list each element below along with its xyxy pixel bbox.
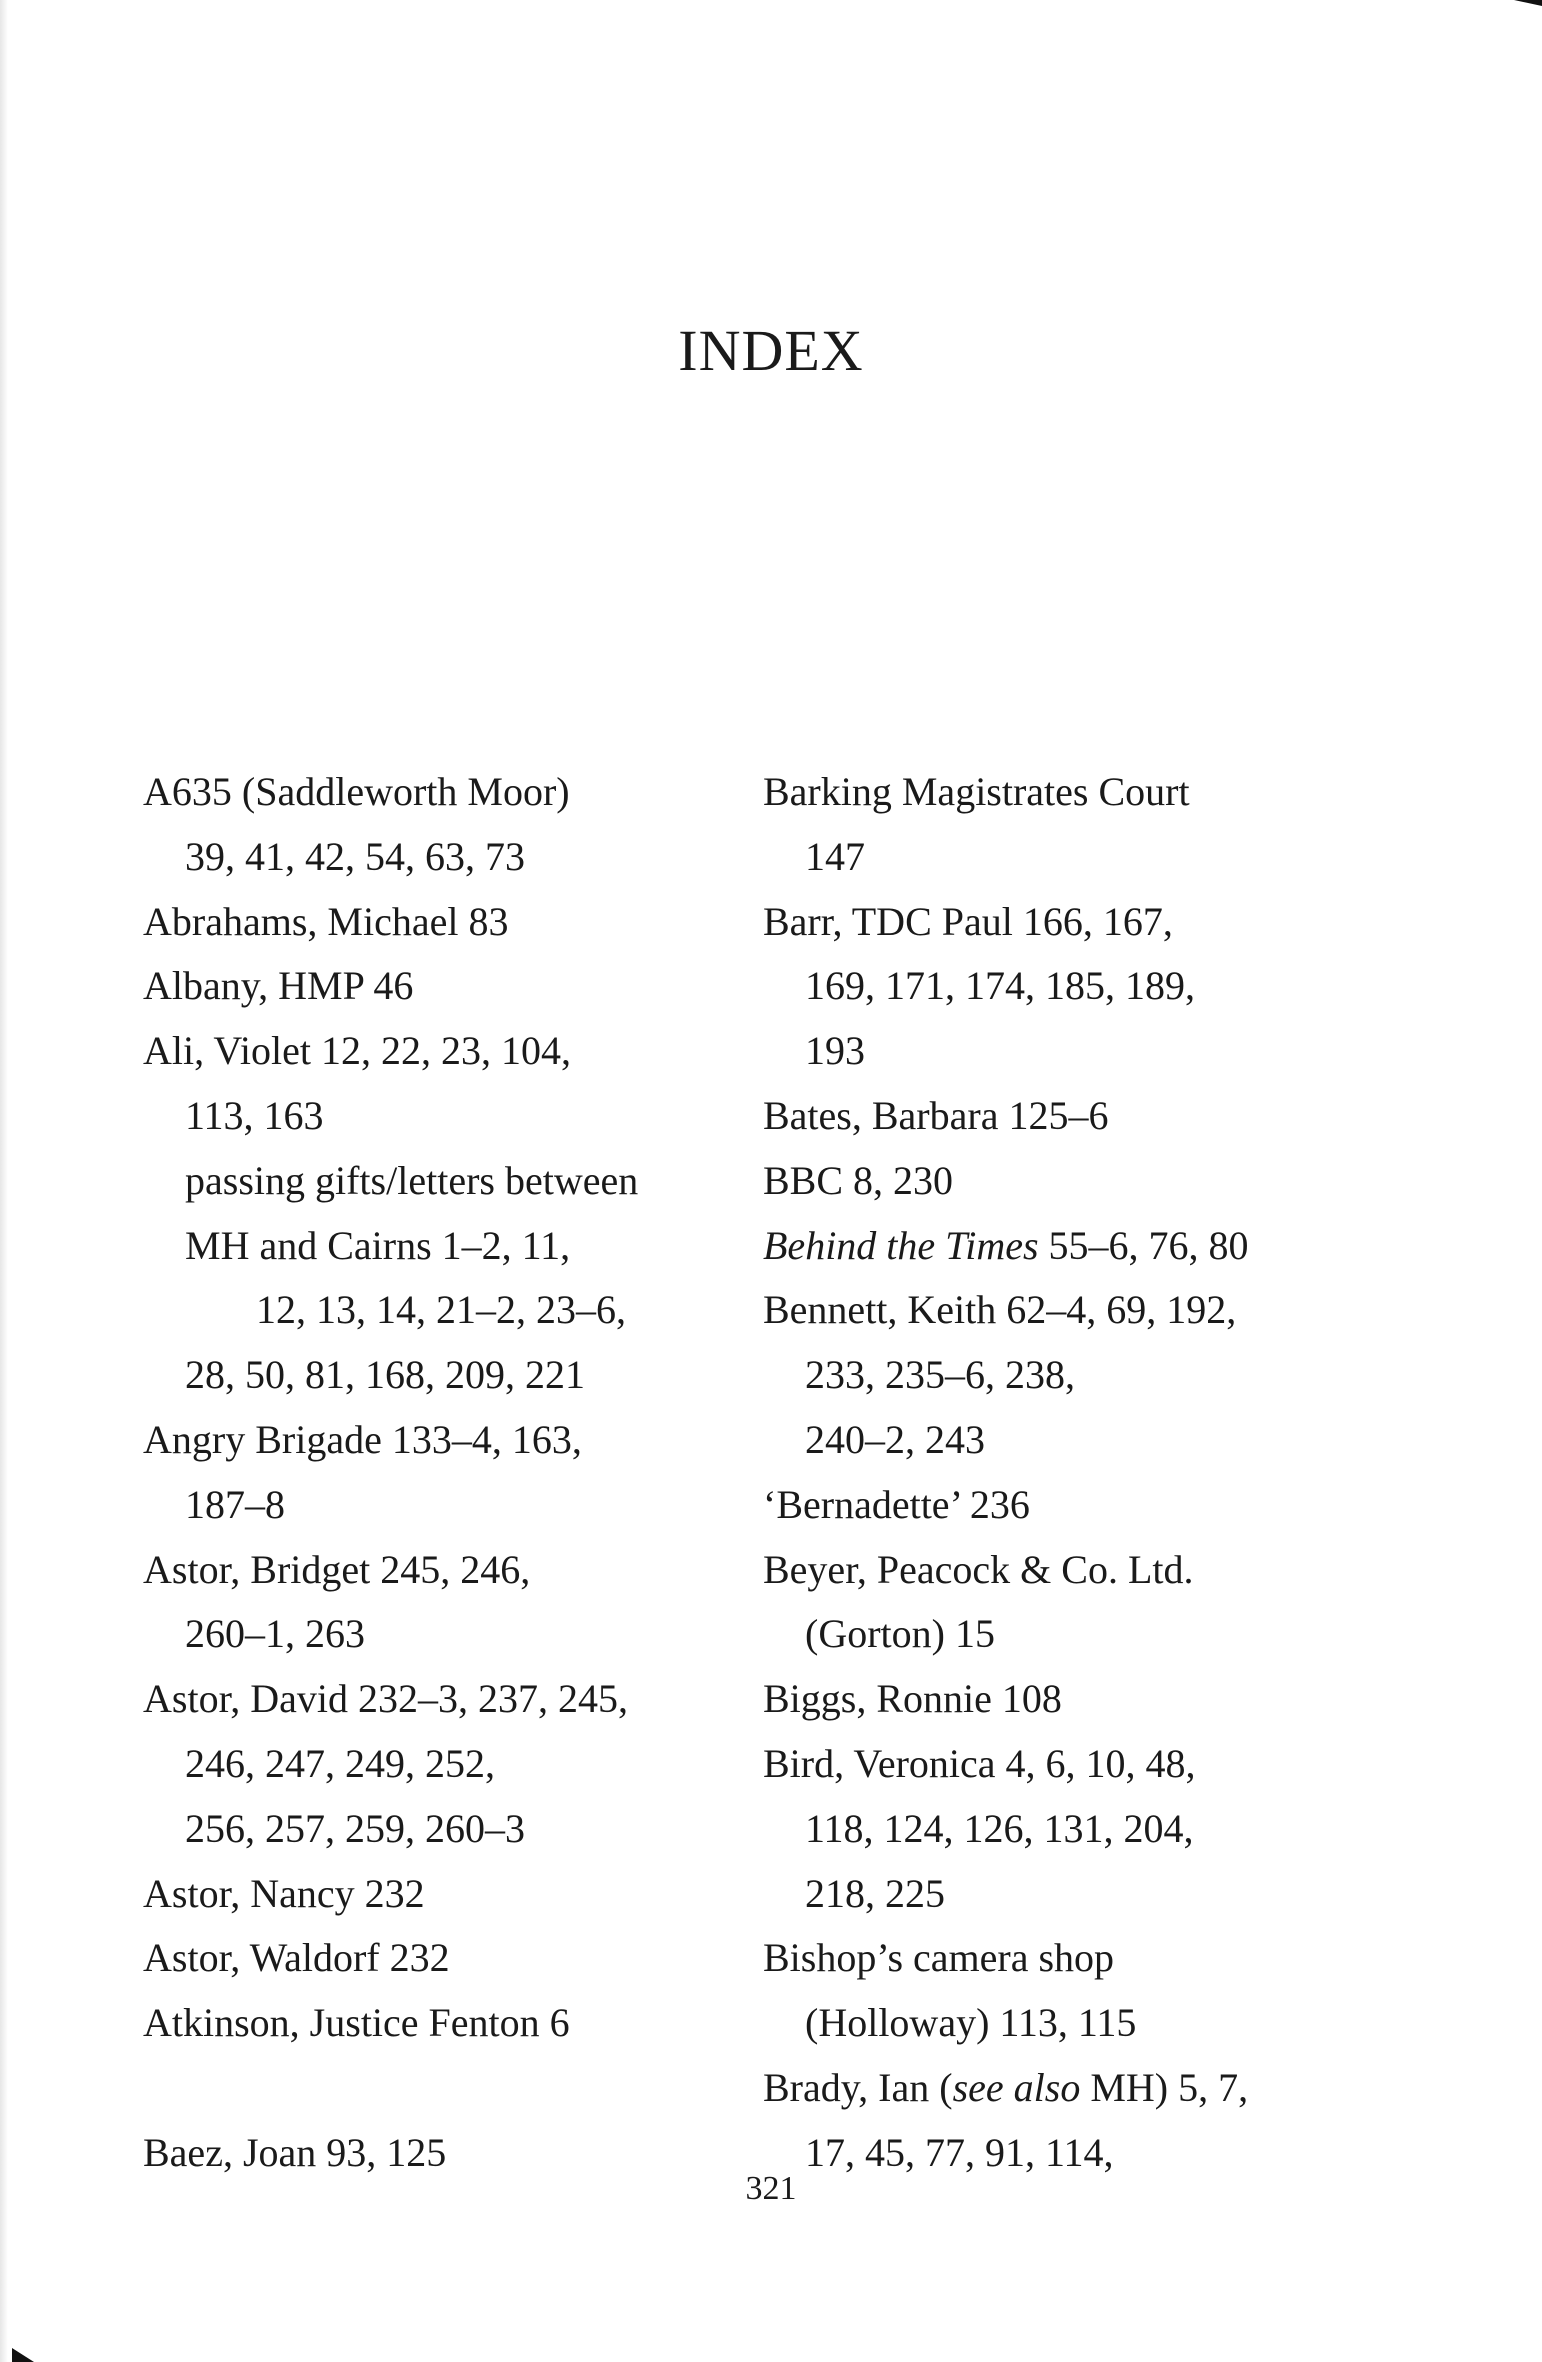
index-entry-continuation: 147 bbox=[805, 833, 865, 879]
index-entry: Astor, Nancy 232 bbox=[143, 1870, 425, 1916]
index-entry-continuation: 17, 45, 77, 91, 114, bbox=[805, 2129, 1114, 2175]
index-entry: Atkinson, Justice Fenton 6 bbox=[143, 2000, 570, 2046]
index-entry-title-italic: Behind the Times bbox=[763, 1222, 1039, 1268]
index-entry: Beyer, Peacock & Co. Ltd. bbox=[763, 1546, 1194, 1592]
index-entry: Astor, Waldorf 232 bbox=[143, 1935, 450, 1981]
index-entry: Bishop’s camera shop bbox=[763, 1935, 1115, 1981]
index-entry: Biggs, Ronnie 108 bbox=[763, 1676, 1062, 1722]
index-entry-continuation: 233, 235–6, 238, bbox=[805, 1352, 1075, 1398]
index-entry: Albany, HMP 46 bbox=[143, 963, 414, 1009]
index-entry: Astor, David 232–3, 237, 245, bbox=[143, 1676, 629, 1722]
index-entry-continuation: 39, 41, 42, 54, 63, 73 bbox=[185, 833, 525, 879]
index-entry-continuation: 218, 225 bbox=[805, 1870, 945, 1916]
index-entry-continuation: passing gifts/letters between bbox=[185, 1157, 639, 1203]
index-spacer bbox=[143, 2056, 753, 2121]
index-entry: Baez, Joan 93, 125 bbox=[143, 2129, 447, 2175]
index-entry-continuation: 256, 257, 259, 260–3 bbox=[185, 1805, 525, 1851]
index-entry-before-text: Brady, Ian ( bbox=[763, 2064, 953, 2110]
index-entry: Bates, Barbara 125–6 bbox=[763, 1092, 1109, 1138]
index-column-left bbox=[143, 760, 753, 2186]
index-entry: Bennett, Keith 62–4, 69, 192, bbox=[763, 1287, 1237, 1333]
index-entry: BBC 8, 230 bbox=[763, 1157, 954, 1203]
index-column-right bbox=[763, 760, 1373, 2186]
index-entry: Bird, Veronica 4, 6, 10, 48, bbox=[763, 1740, 1196, 1786]
index-entry-continuation: (Gorton) 15 bbox=[805, 1611, 995, 1657]
index-entry bbox=[763, 1214, 1373, 1279]
index-entry: A635 (Saddleworth Moor) bbox=[143, 769, 570, 814]
index-entry-continuation: 260–1, 263 bbox=[185, 1611, 365, 1657]
index-entry: Barr, TDC Paul 166, 167, bbox=[763, 898, 1173, 944]
scan-corner-mark-bottom-left bbox=[12, 2348, 34, 2362]
index-entry-continuation: 28, 50, 81, 168, 209, 221 bbox=[185, 1352, 585, 1398]
index-entry-continuation: 187–8 bbox=[185, 1481, 285, 1527]
index-entry: Astor, Bridget 245, 246, bbox=[143, 1546, 531, 1592]
index-entry bbox=[763, 2056, 1373, 2121]
index-entry-continuation: (Holloway) 113, 115 bbox=[805, 2000, 1137, 2046]
index-entry: ‘Bernadette’ 236 bbox=[763, 1481, 1030, 1527]
index-entry: Ali, Violet 12, 22, 23, 104, bbox=[143, 1028, 571, 1074]
page-title: INDEX bbox=[678, 318, 864, 383]
index-entry-continuation: 113, 163 bbox=[185, 1092, 324, 1138]
index-entry-after-text: MH) 5, 7, bbox=[1080, 2064, 1249, 2110]
index-entry-continuation: 246, 247, 249, 252, bbox=[185, 1740, 495, 1786]
page-number: 321 bbox=[745, 2170, 797, 2207]
scan-corner-mark-top-right bbox=[1514, 0, 1542, 6]
index-entry: Abrahams, Michael 83 bbox=[143, 898, 509, 944]
index-entry-continuation: 240–2, 243 bbox=[805, 1416, 985, 1462]
index-entry: Angry Brigade 133–4, 163, bbox=[143, 1416, 582, 1462]
index-entry-continuation: 118, 124, 126, 131, 204, bbox=[805, 1805, 1194, 1851]
index-entry-italic-text: see also bbox=[952, 2064, 1081, 2110]
index-entry-continuation: MH and Cairns 1–2, 11, bbox=[185, 1222, 571, 1268]
index-entry-continuation: 169, 171, 174, 185, 189, bbox=[805, 963, 1195, 1009]
index-entry-continuation: 193 bbox=[805, 1028, 865, 1074]
index-entry-continuation: 12, 13, 14, 21–2, 23–6, bbox=[256, 1287, 626, 1333]
index-entry-pages: 55–6, 76, 80 bbox=[1038, 1222, 1249, 1268]
index-entry: Barking Magistrates Court bbox=[763, 769, 1190, 814]
